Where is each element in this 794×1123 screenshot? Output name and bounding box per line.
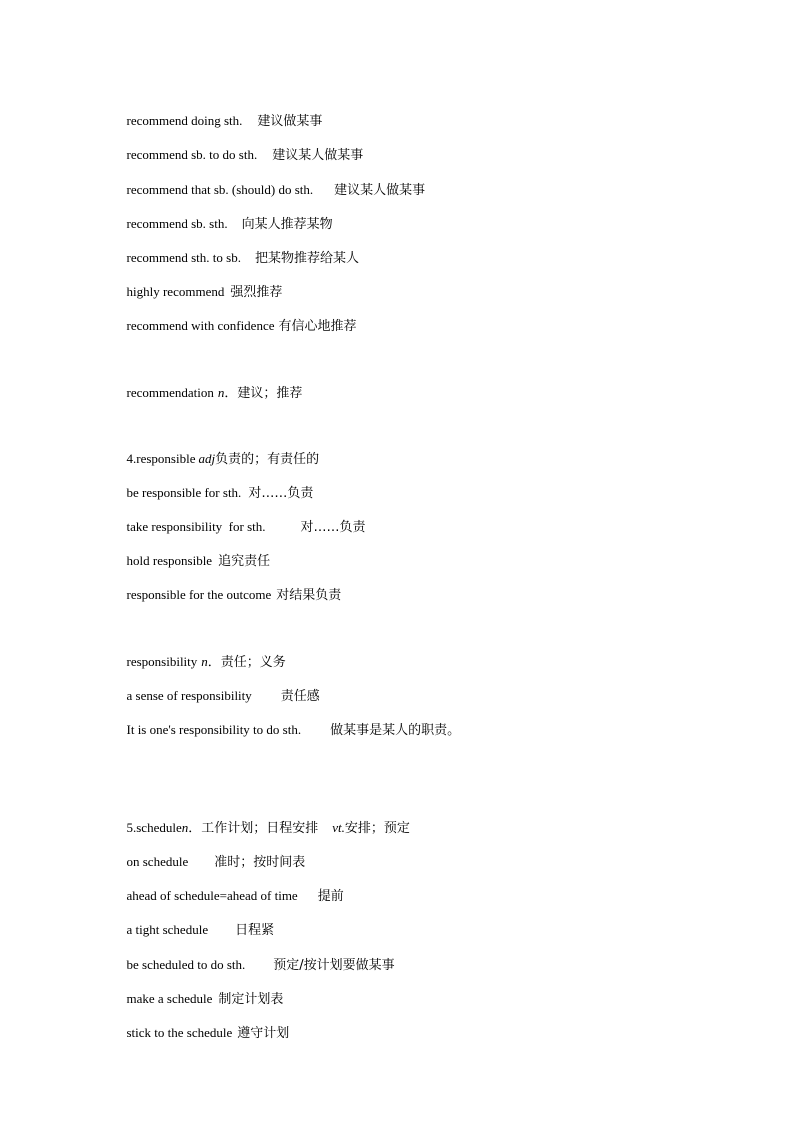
phrase-line — [120, 234, 359, 267]
phrase-english: It is one's responsibility to do sth. — [126, 722, 302, 737]
derived-word-line — [120, 638, 286, 671]
phrase-line — [120, 975, 283, 1008]
entry-heading — [120, 435, 319, 468]
phrase-line — [120, 469, 313, 502]
phrase-line — [120, 131, 363, 164]
phrase-chinese: 向某人推荐某物 — [241, 217, 333, 232]
phrase-english: hold responsible — [126, 553, 213, 568]
phrase-english: recommend doing sth. — [126, 113, 243, 128]
phrase-chinese: 遵守计划 — [237, 1026, 290, 1041]
word-meaning-verb: 安排；预定 — [344, 821, 410, 836]
phrase-line — [120, 838, 305, 871]
derived-word: responsibility — [126, 654, 198, 669]
word-meaning: 负责的；有责任的 — [215, 452, 320, 467]
derived-word-line — [120, 369, 302, 402]
phrase-chinese: 做某事是某人的职责。 — [330, 723, 461, 738]
phrase-line — [120, 571, 341, 604]
phrase-line — [120, 537, 270, 570]
phrase-chinese: 对……负责 — [300, 520, 366, 535]
entry-word: 5.schedule — [126, 820, 182, 835]
phrase-english: be scheduled to do sth. — [126, 957, 246, 972]
part-of-speech: n — [201, 654, 208, 669]
phrase-chinese: 责任感 — [280, 689, 320, 704]
phrase-chinese: 追究责任 — [218, 554, 271, 569]
phrase-chinese: 强烈推荐 — [230, 285, 283, 300]
phrase-chinese: 预定/按计划要做某事 — [273, 958, 395, 973]
phrase-line — [120, 200, 333, 233]
phrase-chinese: 建议某人做某事 — [334, 183, 426, 198]
derived-word: recommendation — [126, 385, 214, 400]
phrase-line — [120, 672, 320, 705]
phrase-line — [120, 872, 344, 905]
phrase-english: recommend sth. to sb. — [126, 250, 241, 265]
phrase-english: recommend with confidence — [126, 318, 275, 333]
phrase-line — [120, 302, 357, 335]
phrase-chinese: 提前 — [317, 889, 344, 904]
phrase-chinese: 对……负责 — [248, 486, 314, 501]
phrase-chinese: 准时；按时间表 — [214, 855, 306, 870]
phrase-english: a tight schedule — [126, 922, 209, 937]
phrase-english: ahead of schedule=ahead of time — [126, 888, 298, 903]
phrase-line — [120, 1009, 289, 1042]
phrase-english: make a schedule — [126, 991, 213, 1006]
phrase-chinese: 制定计划表 — [218, 992, 284, 1007]
phrase-english: stick to the schedule — [126, 1025, 233, 1040]
phrase-english: on schedule — [126, 854, 189, 869]
phrase-line — [120, 706, 460, 739]
word-meaning: ．建议；推荐 — [224, 386, 303, 401]
phrase-chinese: 对结果负责 — [276, 588, 342, 603]
word-meaning: ．工作计划；日程安排 — [188, 821, 319, 836]
phrase-english: take responsibility for sth. — [126, 519, 266, 534]
phrase-english: recommend that sb. (should) do sth. — [126, 182, 314, 197]
phrase-english: recommend sb. to do sth. — [126, 147, 258, 162]
phrase-english: highly recommend — [126, 284, 225, 299]
phrase-english: be responsible for sth. — [126, 485, 242, 500]
phrase-english: responsible for the outcome — [126, 587, 272, 602]
phrase-chinese: 建议做某事 — [257, 114, 323, 129]
phrase-line — [120, 268, 282, 301]
phrase-line — [120, 97, 322, 130]
phrase-line — [120, 941, 395, 974]
phrase-english: a sense of responsibility — [126, 688, 252, 703]
phrase-line — [120, 503, 366, 536]
phrase-chinese: 日程紧 — [235, 923, 275, 938]
phrase-chinese: 把某物推荐给某人 — [254, 251, 359, 266]
entry-heading — [120, 804, 410, 837]
phrase-chinese: 建议某人做某事 — [272, 148, 364, 163]
word-meaning: ．责任；义务 — [207, 655, 286, 670]
part-of-speech: n — [217, 385, 225, 400]
part-of-speech-verb: vt. — [332, 820, 345, 835]
phrase-english: recommend sb. sth. — [126, 216, 228, 231]
phrase-line — [120, 906, 274, 939]
phrase-line — [120, 166, 425, 199]
phrase-chinese: 有信心地推荐 — [278, 319, 357, 334]
entry-word: 4.responsible — [126, 451, 196, 466]
part-of-speech: n — [181, 820, 189, 835]
part-of-speech: adj — [198, 451, 216, 466]
